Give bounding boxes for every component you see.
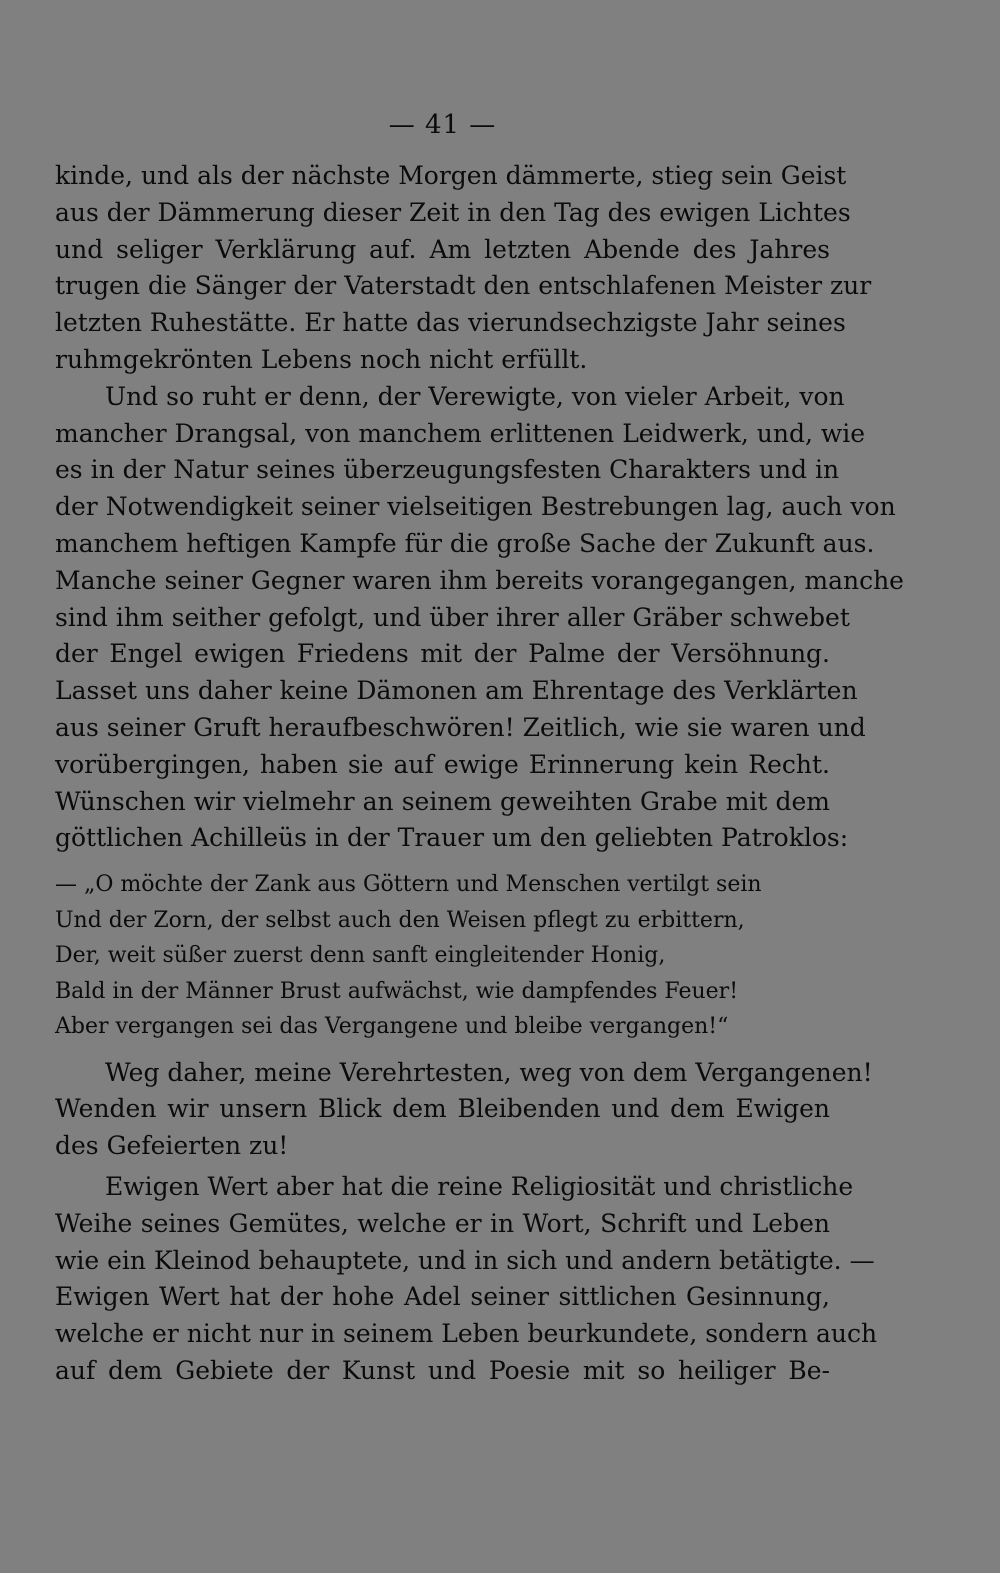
verse-line: Und der Zorn, der selbst auch den Weisen pflegt zu erbittern, — [55, 907, 745, 933]
text-line: des Gefeierten zu! — [55, 1131, 289, 1161]
page-body — [55, 158, 904, 1390]
text-line: der Notwendigkeit seiner vielseitigen Bestrebungen lag, auch von — [55, 492, 896, 522]
text-line: letzten Ruhestätte. Er hatte das vierundsechzigste Jahr seines — [55, 308, 846, 338]
text-line: Ewigen Wert aber hat die reine Religiosität und christliche — [105, 1172, 854, 1202]
text-line: Manche seiner Gegner waren ihm bereits vorangegangen, manche — [55, 565, 904, 595]
page-number: — 41 — — [388, 110, 497, 140]
text-line: aus seiner Gruft heraufbeschwören! Zeitlich, wie sie waren und — [55, 712, 866, 742]
text-line: ruhmgekrönten Lebens noch nicht erfüllt. — [55, 344, 588, 374]
paragraph-1 — [55, 158, 872, 379]
book-page — [55, 100, 904, 1440]
text-line: auf dem Gebiete der Kunst und Poesie mit so heiliger Be- — [55, 1356, 830, 1386]
paragraph-2 — [55, 379, 904, 857]
text-line: es in der Natur seines überzeugungsfesten Charakters und in — [55, 455, 840, 485]
text-line: und seliger Verklärung auf. Am letzten Abende des Jahres — [55, 234, 830, 264]
verse-line: Aber vergangen sei das Vergangene und bleibe vergangen!“ — [55, 1014, 729, 1040]
verse-line: Der, weit süßer zuerst denn sanft eingleitender Honig, — [55, 943, 666, 969]
text-line: mancher Drangsal, von manchem erlittenen Leidwerk, und, wie — [55, 418, 866, 448]
text-line: kinde, und als der nächste Morgen dämmerte, stieg sein Geist — [55, 161, 847, 190]
text-line: Wünschen wir vielmehr an seinem geweihten Grabe mit dem — [55, 786, 830, 816]
text-line: Weihe seines Gemütes, welche er in Wort, Schrift und Leben — [55, 1208, 830, 1238]
text-line: Wenden wir unsern Blick dem Bleibenden und dem Ewigen — [55, 1094, 830, 1124]
text-line: welche er nicht nur in seinem Leben beurkundete, sondern auch — [55, 1319, 878, 1349]
text-line: trugen die Sänger der Vaterstadt den entschlafenen Meister zur — [55, 271, 872, 301]
text-line: Und so ruht er denn, der Verewigte, von vieler Arbeit, von — [105, 381, 845, 411]
text-line: der Engel ewigen Friedens mit der Palme der Versöhnung. — [55, 639, 830, 669]
verse-line: Bald in der Männer Brust aufwächst, wie dampfendes Feuer! — [55, 978, 739, 1004]
text-line: aus der Dämmerung dieser Zeit in den Tag des ewigen Lichtes — [55, 197, 851, 227]
paragraph-3 — [55, 1055, 873, 1165]
text-line: sind ihm seither gefolgt, und über ihrer aller Gräber schwebet — [55, 602, 850, 632]
text-line: Weg daher, meine Verehrtesten, weg von dem Vergangenen! — [105, 1057, 873, 1087]
text-line: manchem heftigen Kampfe für die große Sache der Zukunft aus. — [55, 528, 875, 558]
verse-line: — „O möchte der Zank aus Göttern und Menschen vertilgt sein — [55, 872, 762, 898]
text-line: Ewigen Wert hat der hohe Adel seiner sittlichen Gesinnung, — [55, 1282, 830, 1312]
text-line: vorübergingen, haben sie auf ewige Erinnerung kein Recht. — [55, 749, 830, 779]
verse-quotation — [55, 867, 830, 1045]
text-line: wie ein Kleinod behauptete, und in sich und andern betätigte. — — [55, 1245, 875, 1275]
paragraph-4 — [55, 1169, 878, 1390]
text-line: göttlichen Achilleüs in der Trauer um den geliebten Patroklos: — [55, 823, 849, 853]
text-line: Lasset uns daher keine Dämonen am Ehrentage des Verklärten — [55, 676, 858, 706]
